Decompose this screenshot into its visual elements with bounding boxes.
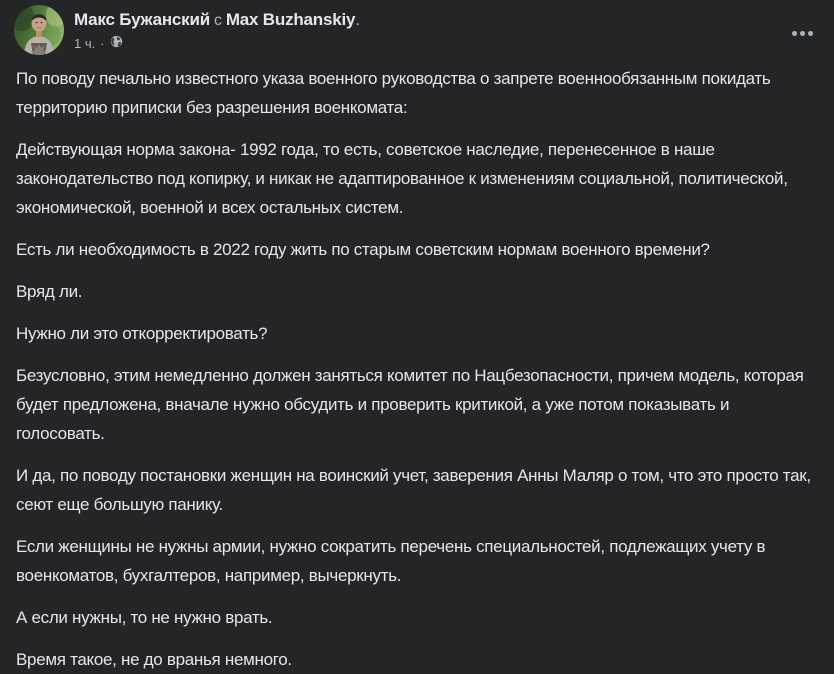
- ellipsis-icon: [792, 31, 797, 36]
- post-paragraph: Безусловно, этим немедленно должен заняться комитет по Нацбезопасности, причем модель, которая будет предложена, вначале нужно обсудить и проверить критикой, а уже потом показывать и голосовать.: [16, 366, 804, 443]
- with-connector: с: [214, 12, 222, 29]
- post-paragraph: Нужно ли это откорректировать?: [16, 324, 268, 343]
- post-paragraph: Время такое, не до вранья немного.: [16, 650, 292, 669]
- post-author-line: [74, 9, 360, 32]
- post-options-button[interactable]: [784, 22, 820, 44]
- post-paragraph: Есть ли необходимость в 2022 году жить по старым советским нормам военного времени?: [16, 240, 710, 259]
- post-paragraph: И да, по поводу постановки женщин на воинский учет, заверения Анны Маляр о том, что это просто так, сеют еще большую панику.: [16, 466, 811, 514]
- author-name-link[interactable]: Макс Бужанский: [74, 10, 210, 29]
- name-suffix: .: [355, 10, 360, 29]
- ellipsis-icon: [800, 31, 805, 36]
- post-header: [0, 0, 834, 55]
- post-paragraph: А если нужны, то не нужно врать.: [16, 608, 273, 627]
- avatar[interactable]: [14, 5, 64, 55]
- post-body: [0, 55, 834, 674]
- tagged-name-link[interactable]: Max Buzhanskiy: [225, 10, 356, 29]
- post-paragraph: По поводу печально известного указа военного руководства о запрете военнообязанным покидать территорию приписки без разрешения военкомата:: [16, 69, 771, 117]
- profile-photo-image: [14, 5, 64, 55]
- post-paragraph: Вряд ли.: [16, 282, 83, 301]
- post-paragraph: Если женщины не нужны армии, нужно сократить перечень специальностей, подлежащих учету в военкоматов, бухгалтеров, например, вычеркнуть.: [16, 537, 766, 585]
- header-text: [74, 5, 360, 52]
- timestamp-link[interactable]: 1 ч.: [74, 35, 96, 51]
- post-paragraph: Действующая норма закона- 1992 года, то есть, советское наследие, перенесенное в наше законодательство под копирку, и никак не адаптированное к изменениям социальной, политической, экономической, военной и всех остальных систем.: [16, 140, 788, 217]
- post-meta-line: [74, 35, 360, 52]
- globe-icon: [110, 35, 123, 52]
- ellipsis-icon: [808, 31, 813, 36]
- dot-separator: ·: [100, 35, 105, 51]
